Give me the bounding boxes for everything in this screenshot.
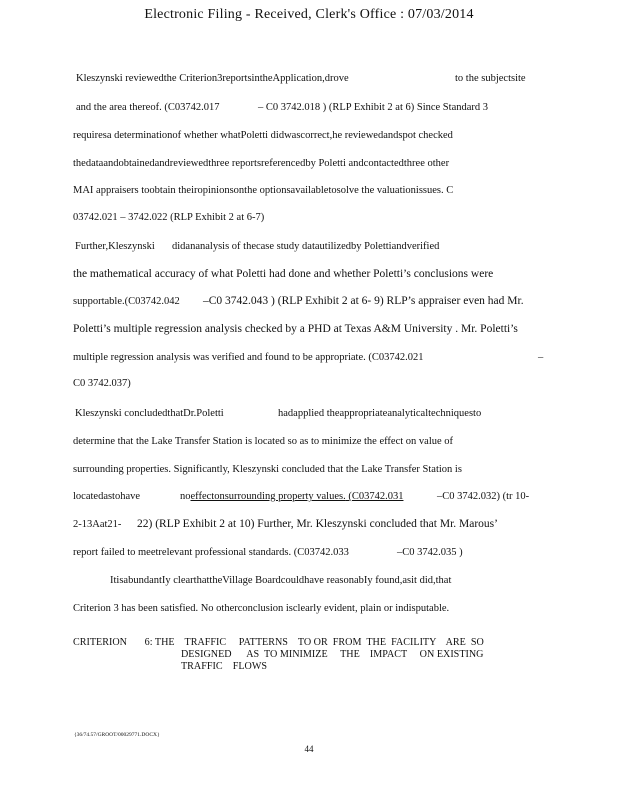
underlined-text: effectonsurrounding property values.	[190, 491, 346, 502]
text-line: report failed to meetrelevant professional standards. (C03742.033	[73, 547, 349, 558]
text-line: supportable.(C03742.042	[73, 296, 180, 307]
text-line: didananalysis of thecase study datautilizedby Polettiandverified	[172, 241, 440, 252]
text-line: hadapplied theappropriateanalyticaltechniquesto	[278, 408, 482, 419]
text-line: –C0 3742.035 )	[397, 547, 463, 558]
text-line: – C0 3742.018 ) (RLP Exhibit 2 at 6) Since Standard 3	[258, 102, 489, 113]
text-line: determine that the Lake Transfer Station is located so as to minimize the effect on value of	[73, 436, 454, 447]
criterion-heading: TRAFFIC FLOWS	[181, 660, 268, 672]
text-line: –C0 3742.043 ) (RLP Exhibit 2 at 6- 9) RLP’s appraiser even had Mr.	[203, 295, 524, 307]
text-line: 03742.021 – 3742.022 (RLP Exhibit 2 at 6-7)	[73, 212, 265, 223]
text-line: Kleszynski reviewedthe Criterion3reportsintheApplication,drove	[76, 73, 349, 84]
document-id: {36/74.57/GROOT/00029771.DOCX}	[74, 732, 160, 738]
page-number: 44	[304, 744, 314, 754]
text-line: locatedastohave	[73, 491, 141, 502]
text-line: –	[538, 352, 544, 363]
text-line: –C0 3742.032) (tr 10-	[437, 491, 530, 502]
text-line: Criterion 3 has been satisfied. No otherconclusion isclearly evident, plain or indisputable.	[73, 603, 450, 614]
text-line: 22) (RLP Exhibit 2 at 10) Further, Mr. Kleszynski concluded that Mr. Marous’	[137, 518, 498, 530]
text-line: C0 3742.037)	[73, 378, 131, 389]
text-line: ItisabundantIy clearthattheVillage Boardcouldhave reasonabIy found,asit did,that	[110, 575, 452, 586]
text-line: thedataandobtainedandreviewedthree reportsreferencedby Poletti andcontactedthree other	[73, 158, 450, 169]
criterion-heading: CRITERION 6: THE TRAFFIC PATTERNS TO OR FROM THE FACILITY ARE SO	[73, 636, 484, 648]
text-line: and the area thereof. (C03742.017	[76, 102, 220, 113]
text-line: noeffectonsurrounding property values. (C03742.031	[180, 491, 404, 502]
text-line: Poletti’s multiple regression analysis checked by a PHD at Texas A&M University . Mr. Poletti’s	[73, 323, 518, 335]
text-line: surrounding properties. Significantly, Kleszynski concluded that the Lake Transfer Station is	[73, 464, 462, 475]
text-line: requiresa determinationof whether whatPoletti didwascorrect,he reviewedandspot checked	[73, 130, 453, 141]
text-line: Kleszynski concludedthatDr.Poletti	[75, 408, 224, 419]
criterion-heading: DESIGNED AS TO MINIMIZE THE IMPACT ON EXISTING	[181, 648, 484, 660]
text-line: multiple regression analysis was verified and found to be appropriate. (C03742.021	[73, 352, 424, 363]
text-line: MAI appraisers toobtain theiropinionsonthe optionsavailabletosolve the valuationissues. C	[73, 185, 454, 196]
text-line: the mathematical accuracy of what Poletti had done and whether Poletti’s conclusions were	[73, 268, 494, 280]
text-line: 2-13Aat21-	[73, 519, 122, 530]
filing-header: Electronic Filing - Received, Clerk's Office : 07/03/2014	[144, 7, 474, 22]
text-line: Further,Kleszynski	[75, 241, 155, 252]
text-line: to the subjectsite	[455, 73, 526, 84]
